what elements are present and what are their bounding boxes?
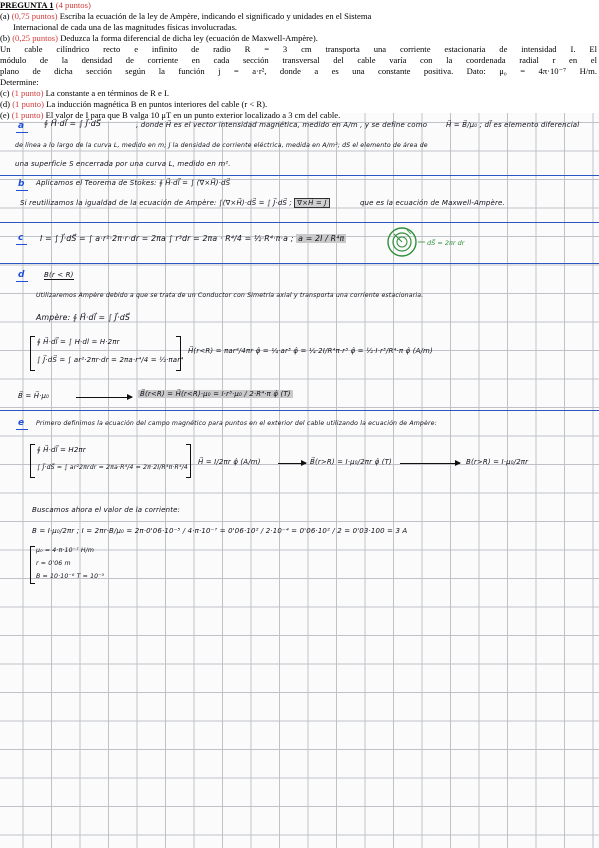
maxwell-ampere-boxed: ∇×H⃗ = J⃗: [294, 198, 329, 208]
section-e-result-h: H⃗ = I/2πr φ̂ (A/m): [198, 458, 261, 466]
item-a-label: (a): [0, 11, 10, 21]
section-a-line1: , donde H⃗ es el vector intensidad magnética, medido en A/m , y se define como: [136, 121, 428, 129]
section-c-line1: [40, 234, 346, 243]
item-b-points: (0,25 puntos): [12, 33, 59, 43]
separator-d-e: [0, 410, 599, 411]
section-b-line1: Aplicamos el Teorema de Stokes: ∮ H⃗·dl⃗ = ∫ (∇×H⃗)·dS⃗: [36, 179, 231, 187]
section-c-result: a = 2I / R⁴π: [298, 234, 345, 243]
section-e-data-r: r = 0'06 m: [36, 560, 71, 567]
section-a-label: a: [18, 121, 25, 131]
section-d-line2: Ampère: ∮ H⃗·dl⃗ = ∫ J⃗·dS⃗: [36, 313, 130, 322]
item-c-text: La constante a en términos de R e I.: [45, 88, 169, 98]
section-d-final-b: [138, 390, 293, 398]
item-a-line1: [0, 11, 371, 22]
item-c-points: (1 punto): [11, 88, 44, 98]
section-e-system-1: ∮ H⃗·dl⃗ = H2πr: [37, 446, 86, 454]
section-e-result-b: B(r>R) = I·μ₀/2πr: [466, 458, 529, 466]
separator-a-b: [0, 175, 599, 176]
section-e-brace: [30, 444, 35, 478]
section-d-final-relation: B⃗ = H⃗·μ₀: [18, 392, 50, 400]
section-a-line1-def: H⃗ = B⃗/μ₀ ; dl⃗ es elemento diferencial: [446, 121, 580, 129]
statement-title: PREGUNTA 1: [0, 0, 54, 10]
item-b-text: Deduzca la forma diferencial de dicha ley (ecuación de Maxwell-Ampère).: [60, 33, 318, 43]
section-d-result-h: H⃗(r<R) = πar⁴/4πr φ̂ = ¼·ar³ φ̂ = ¼·2I/R⁴π·r³ φ̂ = ½·I·r³/R⁴·π φ̂ (A/m): [188, 347, 433, 355]
statement-title-points: (4 puntos): [55, 0, 91, 10]
section-d-system-1: ∮ H⃗·dl⃗ = ∫ H·dl = H·2πr: [37, 338, 120, 346]
item-a-text: Escriba la ecuación de la ley de Ampère, indicando el significado y unidades en el Sistema: [59, 11, 372, 21]
item-b-line: [0, 33, 318, 44]
section-e-arrow-1: [278, 463, 306, 464]
section-a-equation: ∮ H⃗·dl⃗ = ∫ J⃗·dS⃗: [44, 119, 101, 128]
section-e-system-2: ∫ J⃗·dS⃗ = ∫ ar²2πrdr = 2πa·R⁴/4 = 2π·2I/R⁴π·R⁴/4: [37, 464, 188, 471]
section-d-final-b-value: B⃗(r<R) = H⃗(r<R)·μ₀ = I·r³·μ₀ / 2·R⁴·π φ̂ (T): [140, 390, 291, 398]
item-d-label: (d): [0, 99, 11, 109]
item-d-points: (1 punto): [12, 99, 44, 109]
statement-paragraph-4: Determine:: [0, 77, 39, 87]
section-b-line2-text: Si reutilizamos la igualdad de la ecuación de Ampère: ∫(∇×H⃗)·dS⃗ = ∫ J⃗·dS⃗ ;: [20, 199, 292, 207]
item-c-line: [0, 88, 169, 99]
section-b-line2: [20, 199, 505, 207]
item-d-text: La inducción magnética B en puntos interiores del cable (r < R).: [46, 99, 268, 109]
section-e-calc: B = I·μ₀/2πr ; I = 2πr·B/μ₀ = 2π·0'06·10⁻⁵ / 4·π·10⁻⁷ = 0'06·10² / 2·10⁻⁴ = 0'06·10² / 2 = 0'03·100 = 3 A: [32, 527, 408, 535]
section-d-arrow: [76, 397, 132, 398]
section-e-line2: Buscamos ahora el valor de la corriente:: [32, 506, 181, 514]
section-e-data-mu0: μ₀ = 4·π·10⁻⁷ H/m: [36, 547, 95, 554]
section-e-data-brace: [30, 546, 35, 584]
separator-c-d: [0, 263, 599, 264]
item-e-label: (e): [0, 110, 10, 120]
section-b-line2-end: que es la ecuación de Maxwell-Ampère.: [359, 199, 505, 207]
statement-paragraph-3: plano de dicha sección según la función j = a·r², donde a es una constante positiva. Dato: μ₀ = 4π·10⁻⁷ H/m.: [0, 66, 597, 76]
statement-paragraph-1: Un cable cilíndrico recto e infinito de radio R = 3 cm transporta una corriente estacionaria de intensidad I. El: [0, 44, 597, 54]
item-e-points: (1 punto): [11, 110, 44, 120]
section-c-label: c: [18, 233, 24, 243]
section-d-brace: [30, 336, 35, 371]
section-d-system-2: ∫ J⃗·dS⃗ = ∫ ar²·2πr·dr = 2πa·r⁴/4 = ½·πar⁴: [37, 356, 184, 364]
item-a-points: (0,75 puntos): [11, 11, 58, 21]
section-d-line1: Utilizaremos Ampère debido a que se trata de un Conductor con Simetría axial y transporta una corriente estacionaria.: [36, 292, 424, 299]
item-c-label: (c): [0, 88, 10, 98]
section-d-label: d: [18, 270, 25, 280]
section-e-line1: Primero definimos la ecuación del campo magnético para puntos en el exterior del cable utilizando la ecuación de Ampère:: [36, 420, 437, 427]
section-e-arrow-2: [400, 463, 460, 464]
diagram-label: dS⃗ = 2πr dr: [427, 239, 465, 247]
section-d-title: B(r < R): [44, 271, 74, 279]
statement-title-line: [0, 0, 91, 11]
section-d-rbrace: [176, 336, 181, 371]
section-a-line3: una superficie S encerrada por una curva L, medido en m².: [15, 160, 231, 168]
problem-statement: [0, 0, 599, 120]
item-e-text: El valor de I para que B valga 10 μT en un punto exterior localizado a 3 cm del cable.: [45, 110, 341, 120]
section-e-result-b-vec: B⃗(r>R) = I·μ₀/2πr φ̂ (T): [310, 458, 392, 466]
item-d-line: [0, 99, 267, 110]
section-b-label: b: [18, 179, 25, 189]
section-e-data-b: B = 10·10⁻⁶ T = 10⁻⁵: [36, 573, 105, 580]
item-b-label: (b): [0, 33, 11, 43]
separator-b-c: [0, 222, 599, 223]
statement-paragraph-2: módulo de la densidad de corriente en cada sección transversal del cable varía con la coordenada radial r en el: [0, 55, 597, 65]
item-a-line2: Internacional de cada una de las magnitudes físicas involucradas.: [13, 22, 238, 32]
section-a-line2: de línea a lo largo de la curva L, medido en m; J⃗ la densidad de corriente eléctrica, medida en A/m²; dS⃗ el elemento de área de: [15, 142, 428, 149]
cable-cross-section-diagram: [385, 226, 495, 258]
section-e-rbrace: [186, 444, 191, 478]
section-c-integral: I = ∫ J⃗·dS⃗ = ∫ a·r²·2π·r·dr = 2πa ∫ r³dr = 2πa · R⁴/4 = ½·R⁴·π·a ;: [40, 234, 294, 243]
section-e-label: e: [18, 418, 25, 428]
